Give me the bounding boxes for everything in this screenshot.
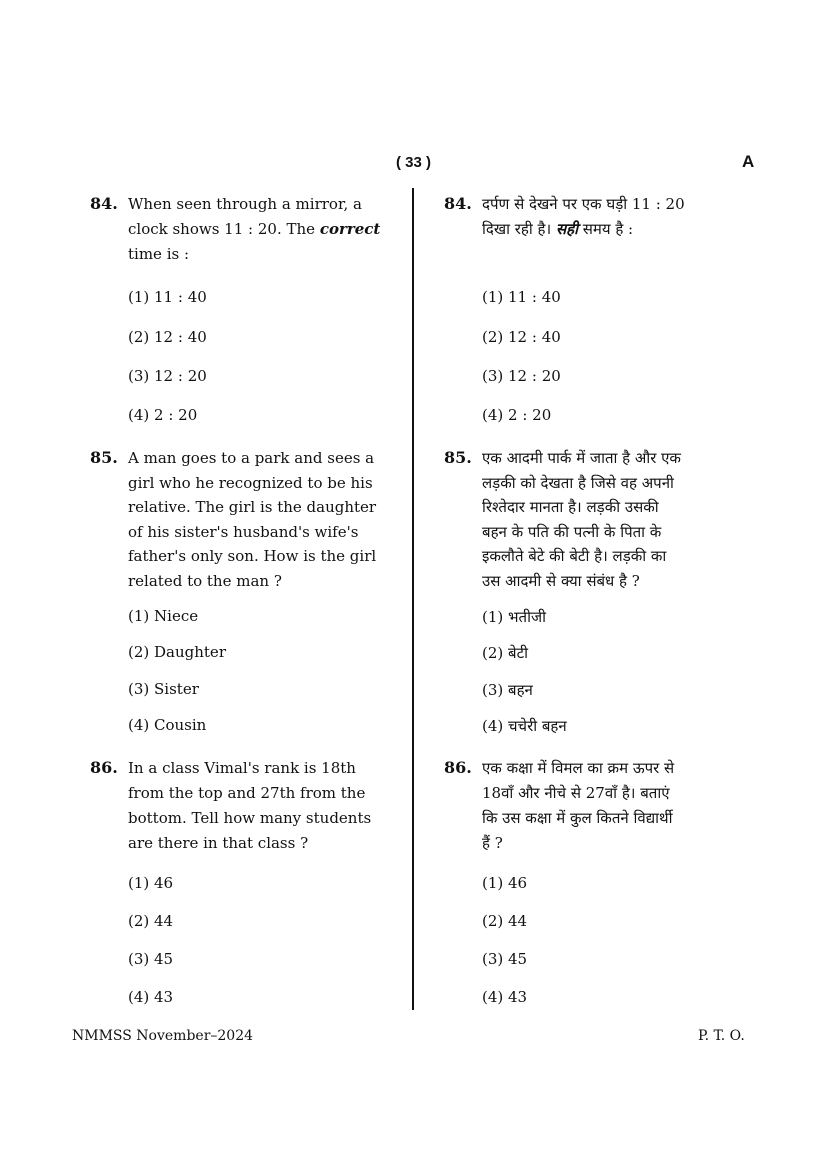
option-4[interactable]: (4) 43 (482, 988, 528, 1006)
option-4[interactable]: (4) 2 : 20 (128, 406, 198, 424)
footer-exam-title: NMMSS November–2024 (72, 1028, 254, 1044)
option-2[interactable]: (2) 44 (482, 912, 528, 930)
question-text: When seen through a mirror, a clock shows 11 : 20. The correct time is : (128, 195, 381, 263)
option-2[interactable]: (2) 12 : 40 (482, 328, 561, 346)
page-number: ( 33 ) (396, 154, 432, 171)
question-text: एक कक्षा में विमल का क्रम ऊपर से 18वाँ और नीचे से 27वाँ है। बताएं कि उस कक्षा में कुल कितने विद्यार्थी हैं ? (482, 759, 675, 852)
option-1[interactable]: (1) भतीजी (482, 608, 547, 626)
option-4[interactable]: (4) Cousin (128, 716, 207, 734)
option-1[interactable]: (1) 11 : 40 (482, 288, 561, 306)
option-4[interactable]: (4) 43 (128, 988, 174, 1006)
option-3[interactable]: (3) 45 (128, 950, 174, 968)
question-number: 85. (444, 448, 472, 467)
option-2[interactable]: (2) 44 (128, 912, 174, 930)
option-2[interactable]: (2) Daughter (128, 643, 226, 661)
option-2[interactable]: (2) 12 : 40 (128, 328, 207, 346)
question-number: 86. (444, 758, 472, 777)
set-label: A (742, 152, 755, 171)
option-3[interactable]: (3) 45 (482, 950, 528, 968)
option-1[interactable]: (1) Niece (128, 607, 199, 625)
question-number: 84. (90, 194, 118, 213)
option-4[interactable]: (4) 2 : 20 (482, 406, 552, 424)
question-text: दर्पण से देखने पर एक घड़ी 11 : 20 दिखा रही है। सही समय है : (482, 195, 685, 238)
option-3[interactable]: (3) 12 : 20 (128, 367, 207, 385)
option-3[interactable]: (3) 12 : 20 (482, 367, 561, 385)
option-4[interactable]: (4) चचेरी बहन (482, 717, 567, 735)
question-number: 85. (90, 448, 118, 467)
option-1[interactable]: (1) 46 (128, 874, 174, 892)
footer-pto: P. T. O. (698, 1028, 745, 1044)
option-2[interactable]: (2) बेटी (482, 644, 529, 662)
question-number: 84. (444, 194, 472, 213)
option-1[interactable]: (1) 46 (482, 874, 528, 892)
option-1[interactable]: (1) 11 : 40 (128, 288, 207, 306)
option-3[interactable]: (3) बहन (482, 681, 533, 699)
question-number: 86. (90, 758, 118, 777)
column-divider (412, 188, 414, 1010)
question-text: एक आदमी पार्क में जाता है और एक लड़की को देखता है जिसे वह अपनी रिश्तेदार मानता है। लड़की उसकी बहन के पति की पत्नी के पिता के इकलौते बेटे की बेटी है। लड़की का उस आदमी से क्या संबंध है ? (482, 449, 681, 590)
question-text: In a class Vimal's rank is 18th from the top and 27th from the bottom. Tell how many students are there in that class ? (128, 759, 372, 852)
question-text: A man goes to a park and sees a girl who he recognized to be his relative. The girl is the daughter of his sister's husband's wife's father's only son. How is the girl related to the man ? (128, 449, 377, 590)
option-3[interactable]: (3) Sister (128, 680, 199, 698)
